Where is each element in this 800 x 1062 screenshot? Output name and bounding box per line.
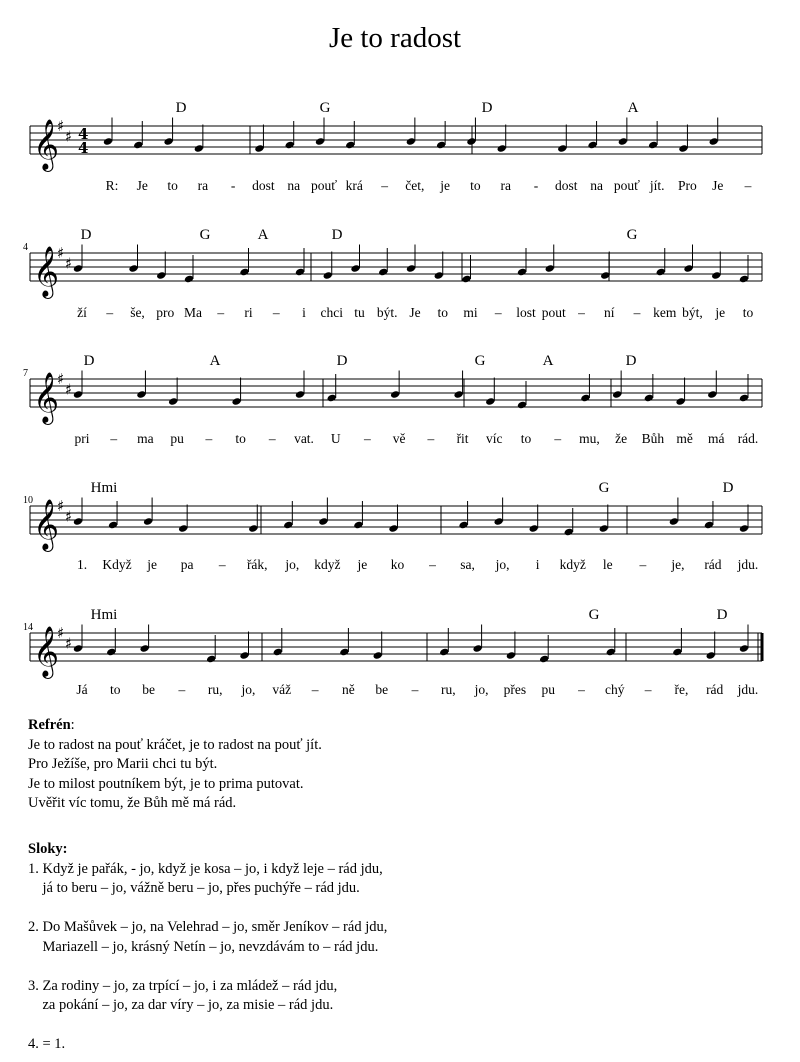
lyric-syllable: ko: [390, 557, 405, 572]
lyric-syllable: še,: [130, 305, 145, 320]
lyric-syllable: ní: [603, 305, 615, 320]
lyric-syllable: je: [440, 178, 451, 193]
lyric-syllable: jdu.: [737, 682, 759, 697]
lyric-syllable: kem: [653, 305, 677, 320]
lyric-syllable: mě: [676, 431, 693, 446]
sharp-icon: ♯: [57, 370, 65, 388]
lyric-syllable: krá: [345, 178, 363, 193]
chord-symbol: D: [83, 353, 95, 369]
sharp-icon: ♯: [57, 244, 65, 262]
lyric-syllable: –: [578, 305, 585, 320]
lyric-syllable: ru,: [207, 682, 223, 697]
lyric-syllable: lost: [516, 305, 536, 320]
measure-number: 10: [23, 495, 33, 506]
lyric-syllable: -: [230, 178, 236, 193]
treble-clef-icon: 𝄞: [33, 372, 60, 423]
lyric-syllable: víc: [486, 431, 503, 446]
verse-line: 4. = 1.: [28, 1036, 66, 1052]
lyric-syllable: mi: [463, 305, 478, 320]
chord-symbol: D: [175, 100, 187, 116]
sloky-block: [28, 840, 387, 1055]
refren-block: [28, 716, 322, 814]
lyric-syllable: čet,: [405, 178, 425, 193]
lyric-syllable: –: [633, 305, 641, 320]
lyric-syllable: jo,: [285, 557, 300, 572]
lyric-syllable: vat.: [294, 431, 314, 446]
lyric-syllable: přes: [503, 682, 527, 697]
lyric-syllable: to: [470, 178, 481, 193]
lyric-syllable: ra: [500, 178, 511, 193]
lyric-syllable: Je: [712, 178, 724, 193]
lyric-syllable: Bůh: [641, 431, 665, 446]
sharp-icon: ♯: [57, 497, 65, 515]
chord-symbol: A: [209, 353, 221, 369]
lyric-syllable: -: [533, 178, 539, 193]
lyric-syllable: to: [235, 431, 246, 446]
chord-symbol: Hmi: [90, 480, 118, 496]
verse-line: Mariazell – jo, krásný Netín – jo, nevzdávám to – rád jdu.: [28, 938, 379, 955]
treble-clef-icon: 𝄞: [33, 499, 60, 550]
lyric-syllable: pu: [541, 682, 555, 697]
lyric-syllable: i: [535, 557, 540, 572]
sharp-icon: ♯: [65, 507, 73, 526]
lyric-syllable: na: [590, 178, 603, 193]
lyric-syllable: –: [311, 682, 319, 697]
sharp-icon: ♯: [65, 634, 73, 653]
music-system: [30, 624, 762, 679]
lyric-syllable: i: [302, 305, 306, 320]
lyric-syllable: být.: [376, 305, 398, 320]
lyric-syllable: –: [494, 305, 502, 320]
lyric-syllable: Je: [136, 178, 148, 193]
sloky-heading: Sloky:: [28, 841, 68, 857]
refren-line: Je to milost poutníkem být, je to prima putovat.: [28, 775, 304, 792]
chord-symbol: G: [588, 607, 600, 623]
verse-line: za pokání – jo, za dar víry – jo, za misie – rád jdu.: [28, 997, 334, 1013]
verse-line: 1. Když je pařák, - jo, když je kosa – jo, i když leje – rád jdu,: [28, 860, 383, 877]
lyric-syllable: dost: [252, 178, 275, 193]
chord-symbol: A: [627, 100, 639, 116]
sharp-icon: ♯: [65, 254, 73, 273]
lyric-syllable: –: [110, 431, 118, 446]
lyric-syllable: ru,: [440, 682, 456, 697]
sharp-icon: ♯: [65, 127, 73, 146]
verse-line: 2. Do Mašůvek – jo, na Velehrad – jo, směr Jeníkov – rád jdu,: [28, 919, 388, 935]
lyric-syllable: řák,: [246, 557, 268, 572]
lyric-syllable: jdu.: [737, 557, 759, 572]
chord-symbol: G: [474, 353, 486, 369]
chord-symbol: D: [625, 353, 637, 369]
lyric-syllable: jít.: [649, 178, 665, 193]
chord-symbol: G: [598, 480, 610, 496]
chord-symbol: A: [542, 353, 554, 369]
chord-symbol: D: [481, 100, 493, 116]
lyric-syllable: –: [106, 305, 114, 320]
chord-symbol: D: [716, 607, 728, 623]
lyric-syllable: –: [744, 178, 752, 193]
lyric-syllable: rád: [704, 557, 722, 572]
lyric-syllable: to: [520, 431, 532, 446]
lyric-syllable: pu: [170, 431, 184, 446]
lyric-syllable: le: [602, 557, 613, 572]
lyric-syllable: –: [411, 682, 419, 697]
lyric-syllable: že: [615, 431, 628, 446]
lyric-syllable: to: [437, 305, 449, 320]
lyric-syllable: –: [178, 682, 186, 697]
lyric-syllable: –: [578, 682, 585, 697]
lyric-syllable: ri: [244, 305, 253, 320]
lyric-syllable: ma: [137, 431, 154, 446]
chord-symbol: G: [319, 100, 331, 116]
lyric-syllable: sa,: [460, 557, 475, 572]
lyric-syllable: je: [357, 557, 368, 572]
verse-line: já to beru – jo, vážně beru – jo, přes puchýře – rád jdu.: [28, 880, 360, 896]
time-signature: 4: [78, 125, 89, 143]
measure-number: 7: [23, 368, 28, 379]
lyric-syllable: Ma: [184, 305, 202, 320]
lyric-syllable: ně: [342, 682, 355, 697]
measure-number: 4: [23, 242, 28, 253]
lyric-syllable: –: [217, 305, 225, 320]
treble-clef-icon: 𝄞: [33, 246, 60, 297]
chord-symbol: G: [199, 227, 211, 243]
lyric-syllable: pouť: [310, 178, 338, 193]
refren-line: Pro Ježíše, pro Marii chci tu být.: [28, 756, 218, 772]
lyric-syllable: to: [110, 682, 121, 697]
lyric-syllable: to: [167, 178, 178, 193]
lyric-syllable: –: [268, 431, 276, 446]
lyric-syllable: –: [639, 557, 647, 572]
lyric-syllable: 1.: [76, 557, 88, 572]
lyric-syllable: –: [364, 431, 371, 446]
lyric-syllable: –: [272, 305, 280, 320]
lyric-syllable: rád: [706, 682, 724, 697]
lyric-syllable: když: [559, 557, 586, 572]
lyric-syllable: pro: [156, 305, 175, 320]
chord-symbol: A: [257, 227, 269, 243]
lyric-syllable: pri: [74, 431, 90, 446]
lyric-syllable: Je: [409, 305, 421, 320]
refren-heading: Refrén: [28, 717, 71, 733]
chord-symbol: D: [336, 353, 348, 369]
lyric-syllable: –: [218, 557, 226, 572]
chord-symbol: Hmi: [90, 607, 118, 623]
lyric-syllable: tu: [354, 305, 365, 320]
sharp-icon: ♯: [57, 117, 65, 135]
sharp-icon: ♯: [57, 624, 65, 642]
measure-number: 14: [23, 622, 33, 633]
chord-symbol: D: [331, 227, 343, 243]
lyric-syllable: vě: [392, 431, 406, 446]
lyric-syllable: dost: [555, 178, 578, 193]
lyric-syllable: ře,: [674, 682, 689, 697]
lyric-syllable: Když: [102, 557, 132, 572]
treble-clef-icon: 𝄞: [33, 626, 60, 677]
lyric-syllable: pouť: [613, 178, 640, 193]
lyric-syllable: to: [742, 305, 754, 320]
lyric-syllable: –: [427, 431, 435, 446]
lyric-syllable: být,: [682, 305, 703, 320]
lyric-syllable: be: [375, 682, 389, 697]
chord-symbol: D: [80, 227, 92, 243]
treble-clef-icon: 𝄞: [33, 119, 60, 170]
lyric-syllable: jo,: [241, 682, 256, 697]
lyric-syllable: váž: [272, 682, 292, 697]
lyric-syllable: –: [205, 431, 213, 446]
verse-line: 3. Za rodiny – jo, za trpící – jo, i za mládež – rád jdu,: [28, 977, 338, 994]
refren-colon: :: [70, 717, 75, 733]
chord-symbol: D: [722, 480, 734, 496]
lyric-syllable: je: [147, 557, 157, 572]
lyric-syllable: jo,: [474, 682, 489, 697]
lyric-syllable: jo,: [495, 557, 510, 572]
lyric-syllable: pa: [180, 557, 194, 572]
music-system: [30, 370, 762, 425]
chord-symbol: G: [626, 227, 638, 243]
lyric-syllable: be: [142, 682, 155, 697]
refren-line: Je to radost na pouť kráčet, je to radost na pouť jít.: [28, 736, 322, 753]
sharp-icon: ♯: [65, 380, 73, 399]
lyric-syllable: ra: [197, 178, 209, 193]
lyric-syllable: U: [330, 431, 341, 446]
lyric-syllable: –: [644, 682, 652, 697]
lyric-syllable: chý: [605, 682, 625, 697]
lyric-syllable: R:: [105, 178, 119, 193]
lyric-syllable: když: [314, 557, 341, 572]
lyric-syllable: –: [429, 557, 436, 572]
lyric-syllable: má: [708, 431, 725, 446]
time-signature: 4: [78, 139, 89, 157]
music-system: [30, 244, 762, 299]
lyric-syllable: rád.: [737, 431, 759, 446]
music-system: [30, 117, 762, 172]
lyric-syllable: –: [554, 431, 562, 446]
lyric-syllable: je,: [671, 557, 685, 572]
lyric-syllable: chci: [320, 305, 343, 320]
lyric-syllable: Já: [76, 682, 88, 697]
refren-line: Uvěřit víc tomu, že Bůh mě má rád.: [28, 795, 237, 811]
lyric-syllable: řit: [456, 431, 469, 446]
lyric-syllable: pout: [541, 305, 566, 320]
lyric-syllable: mu,: [579, 431, 600, 446]
music-system: [30, 497, 762, 552]
song-title: Je to radost: [328, 22, 462, 54]
lyric-syllable: –: [381, 178, 388, 193]
lyric-syllable: ží: [77, 305, 87, 320]
lyric-syllable: Pro: [678, 178, 697, 193]
lyric-syllable: na: [287, 178, 301, 193]
lyric-syllable: je: [715, 305, 726, 320]
